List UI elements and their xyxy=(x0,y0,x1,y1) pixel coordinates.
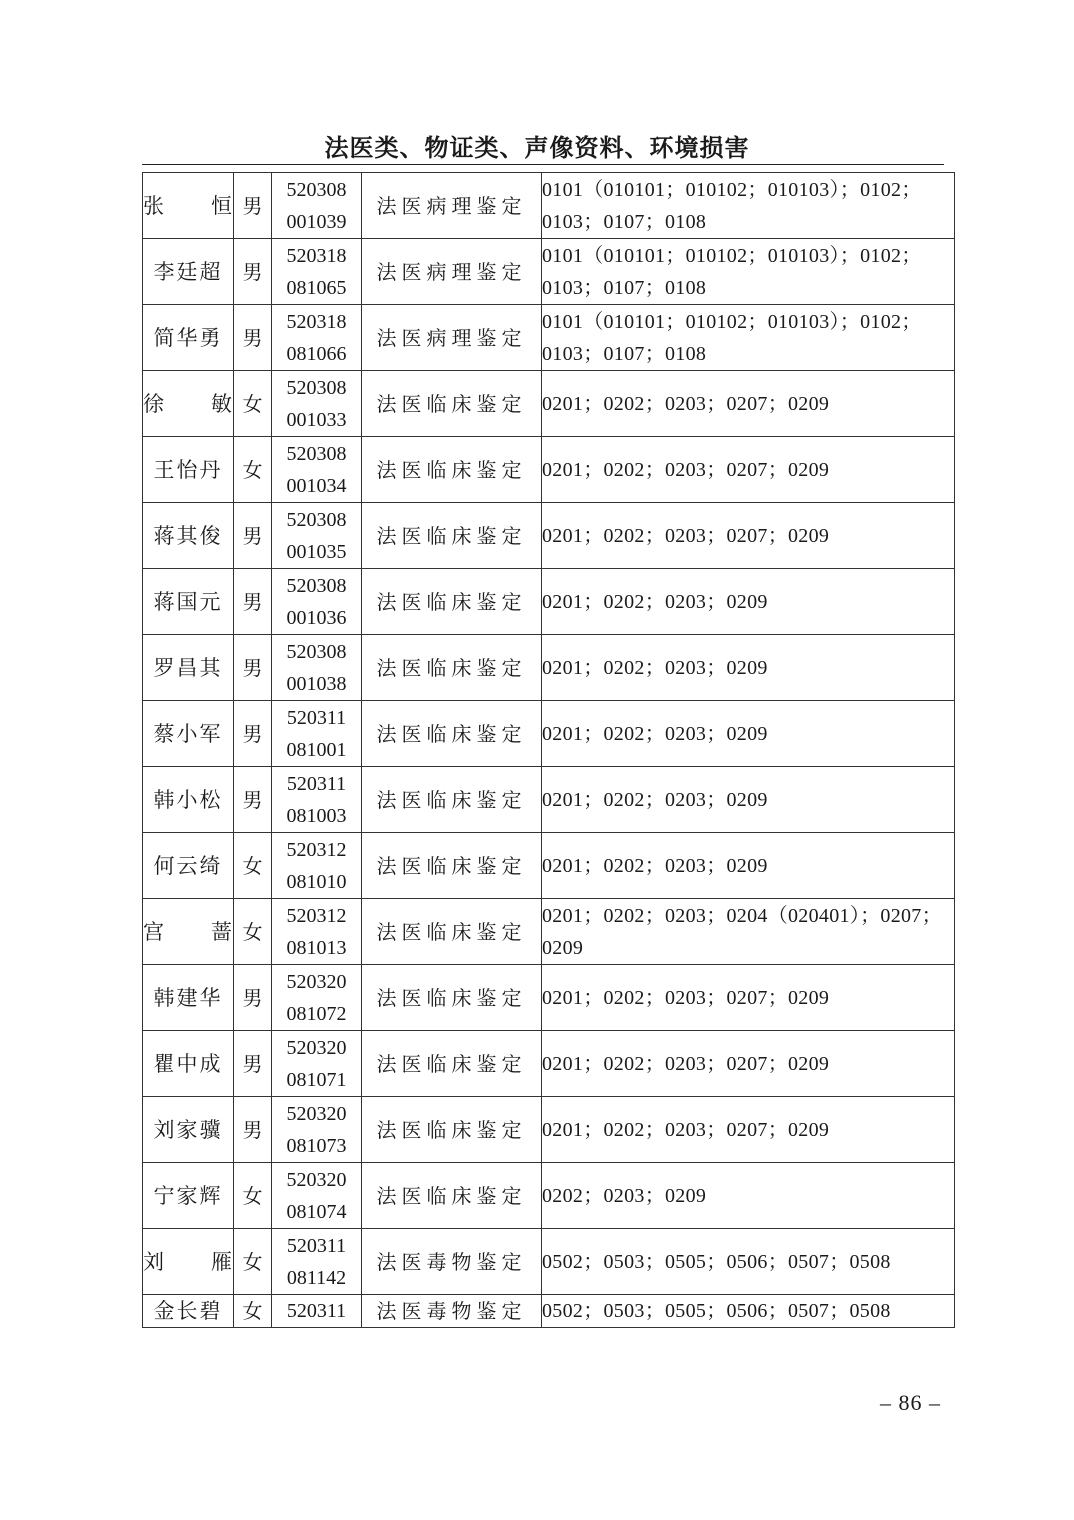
appraiser-name-char: 张 xyxy=(143,193,165,218)
practice-scope-cell: 0101（010101；010102；010103）；0102；0103；0107；0108 xyxy=(542,173,955,239)
appraiser-name-char: 蔷 xyxy=(211,919,233,944)
name-cell xyxy=(143,965,234,1031)
certificate-number-cell xyxy=(272,701,362,767)
gender-cell: 男 xyxy=(234,239,272,305)
certificate-number-line: 520308 xyxy=(286,640,347,663)
title-rule xyxy=(142,164,944,165)
appraisal-type-cell: 法医临床鉴定 xyxy=(362,965,542,1031)
certificate-number-line: 001033 xyxy=(286,408,347,431)
certificate-number-cell xyxy=(272,239,362,305)
table-row xyxy=(143,1097,955,1163)
practice-scope-cell: 0201；0202；0203；0207；0209 xyxy=(542,1031,955,1097)
appraisal-type-cell: 法医毒物鉴定 xyxy=(362,1229,542,1295)
appraiser-name: 王怡丹 xyxy=(153,457,223,482)
gender-cell: 女 xyxy=(234,1163,272,1229)
certificate-number-cell xyxy=(272,305,362,371)
practice-scope-cell: 0201；0202；0203；0209 xyxy=(542,701,955,767)
gender-cell: 男 xyxy=(234,503,272,569)
certificate-number-line: 001034 xyxy=(286,474,347,497)
appraiser-name: 何云绮 xyxy=(153,853,223,878)
page-number: – 86 – xyxy=(880,1390,941,1415)
appraiser-name: 简华勇 xyxy=(153,325,223,350)
appraiser-name-char: 敏 xyxy=(211,391,233,416)
certificate-number-line: 520318 xyxy=(286,310,347,333)
name-cell xyxy=(143,833,234,899)
practice-scope-cell: 0201；0202；0203；0207；0209 xyxy=(542,503,955,569)
certificate-number-line: 081142 xyxy=(286,1266,347,1289)
table-row xyxy=(143,1163,955,1229)
appraisal-type-cell: 法医临床鉴定 xyxy=(362,701,542,767)
certificate-number-cell xyxy=(272,833,362,899)
certificate-number-cell xyxy=(272,1097,362,1163)
table-row xyxy=(143,305,955,371)
table-row xyxy=(143,1031,955,1097)
certificate-number-line: 520312 xyxy=(286,838,347,861)
appraiser-name: 蔡小军 xyxy=(153,721,223,746)
appraisal-type-cell: 法医临床鉴定 xyxy=(362,1031,542,1097)
certificate-number-line: 520308 xyxy=(286,442,347,465)
name-cell xyxy=(143,1031,234,1097)
name-cell xyxy=(143,437,234,503)
appraiser-name: 韩小松 xyxy=(153,787,223,812)
table-row xyxy=(143,437,955,503)
practice-scope-cell: 0201；0202；0203；0207；0209 xyxy=(542,965,955,1031)
appraiser-name xyxy=(143,1246,233,1278)
certificate-number-line: 001038 xyxy=(286,672,347,695)
name-cell xyxy=(143,305,234,371)
certificate-number-line: 081065 xyxy=(286,276,347,299)
appraisal-type-cell: 法医临床鉴定 xyxy=(362,1163,542,1229)
gender-cell: 女 xyxy=(234,371,272,437)
appraiser-name-char: 刘 xyxy=(143,1249,165,1274)
practice-scope-cell: 0201；0202；0203；0207；0209 xyxy=(542,371,955,437)
appraiser-table xyxy=(142,172,955,1328)
table-row xyxy=(143,239,955,305)
certificate-number-line: 001035 xyxy=(286,540,347,563)
certificate-number-line: 081013 xyxy=(286,936,347,959)
practice-scope-cell: 0101（010101；010102；010103）；0102；0103；0107；0108 xyxy=(542,305,955,371)
appraisal-type-cell: 法医病理鉴定 xyxy=(362,305,542,371)
appraisal-type-cell: 法医临床鉴定 xyxy=(362,899,542,965)
appraisal-type-cell: 法医临床鉴定 xyxy=(362,833,542,899)
table-row xyxy=(143,371,955,437)
practice-scope-cell: 0101（010101；010102；010103）；0102；0103；0107；0108 xyxy=(542,239,955,305)
practice-scope-cell: 0201；0202；0203；0209 xyxy=(542,569,955,635)
appraiser-name: 宁家辉 xyxy=(153,1183,223,1208)
practice-scope-cell: 0201；0202；0203；0209 xyxy=(542,767,955,833)
practice-scope-cell: 0201；0202；0203；0207；0209 xyxy=(542,437,955,503)
gender-cell: 女 xyxy=(234,833,272,899)
appraisal-type-cell: 法医临床鉴定 xyxy=(362,767,542,833)
appraisal-type-cell: 法医临床鉴定 xyxy=(362,437,542,503)
gender-cell: 男 xyxy=(234,305,272,371)
certificate-number-line: 081001 xyxy=(286,738,347,761)
certificate-number-cell xyxy=(272,1229,362,1295)
practice-scope-cell: 0201；0202；0203；0209 xyxy=(542,833,955,899)
appraiser-name: 李廷超 xyxy=(153,259,223,284)
appraiser-name: 罗昌其 xyxy=(153,655,223,680)
certificate-number-line: 520311 xyxy=(286,1300,347,1322)
appraiser-name: 金长碧 xyxy=(153,1299,223,1323)
certificate-number-cell xyxy=(272,1031,362,1097)
certificate-number-line: 520320 xyxy=(286,1102,347,1125)
certificate-number-cell xyxy=(272,569,362,635)
gender-cell: 女 xyxy=(234,1229,272,1295)
certificate-number-line: 081010 xyxy=(286,870,347,893)
gender-cell: 男 xyxy=(234,1097,272,1163)
gender-cell: 男 xyxy=(234,569,272,635)
appraiser-name: 韩建华 xyxy=(153,985,223,1010)
name-cell xyxy=(143,899,234,965)
practice-scope-cell: 0201；0202；0203；0207；0209 xyxy=(542,1097,955,1163)
appraisal-type-cell: 法医临床鉴定 xyxy=(362,371,542,437)
name-cell xyxy=(143,239,234,305)
name-cell xyxy=(143,1097,234,1163)
certificate-number-line: 520320 xyxy=(286,1036,347,1059)
name-cell xyxy=(143,503,234,569)
certificate-number-line: 081066 xyxy=(286,342,347,365)
certificate-number-line: 081073 xyxy=(286,1134,347,1157)
certificate-number-line: 081003 xyxy=(286,804,347,827)
table-row xyxy=(143,899,955,965)
gender-cell: 男 xyxy=(234,1031,272,1097)
appraiser-name xyxy=(143,190,233,222)
table-row xyxy=(143,965,955,1031)
certificate-number-line: 520308 xyxy=(286,508,347,531)
name-cell xyxy=(143,371,234,437)
gender-cell: 女 xyxy=(234,899,272,965)
name-cell xyxy=(143,701,234,767)
certificate-number-line: 081074 xyxy=(286,1200,347,1223)
appraiser-name: 刘家骥 xyxy=(153,1117,223,1142)
appraiser-name xyxy=(143,916,233,948)
table-row xyxy=(143,1229,955,1295)
certificate-number-line: 520308 xyxy=(286,376,347,399)
table-row xyxy=(143,569,955,635)
practice-scope-cell: 0201；0202；0203；0209 xyxy=(542,635,955,701)
name-cell xyxy=(143,173,234,239)
appraisal-type-cell: 法医病理鉴定 xyxy=(362,239,542,305)
certificate-number-line: 520311 xyxy=(286,1234,347,1257)
certificate-number-cell xyxy=(272,1295,362,1328)
appraisal-type-cell: 法医毒物鉴定 xyxy=(362,1295,542,1328)
table-row xyxy=(143,1295,955,1328)
certificate-number-line: 520308 xyxy=(286,178,347,201)
certificate-number-line: 520312 xyxy=(286,904,347,927)
gender-cell: 男 xyxy=(234,965,272,1031)
appraiser-name: 蒋其俊 xyxy=(153,523,223,548)
appraisal-type-cell: 法医临床鉴定 xyxy=(362,1097,542,1163)
certificate-number-line: 520318 xyxy=(286,244,347,267)
certificate-number-line: 001036 xyxy=(286,606,347,629)
gender-cell: 男 xyxy=(234,701,272,767)
certificate-number-cell xyxy=(272,767,362,833)
name-cell xyxy=(143,569,234,635)
practice-scope-cell: 0202；0203；0209 xyxy=(542,1163,955,1229)
table-row xyxy=(143,701,955,767)
name-cell xyxy=(143,1163,234,1229)
certificate-number-cell xyxy=(272,635,362,701)
certificate-number-line: 001039 xyxy=(286,210,347,233)
certificate-number-line: 520311 xyxy=(286,706,347,729)
certificate-number-line: 520311 xyxy=(286,772,347,795)
appraiser-name-char: 宫 xyxy=(143,919,165,944)
certificate-number-line: 520320 xyxy=(286,970,347,993)
certificate-number-line: 520320 xyxy=(286,1168,347,1191)
certificate-number-cell xyxy=(272,503,362,569)
name-cell xyxy=(143,1229,234,1295)
practice-scope-cell: 0502；0503；0505；0506；0507；0508 xyxy=(542,1229,955,1295)
practice-scope-cell: 0502；0503；0505；0506；0507；0508 xyxy=(542,1295,955,1328)
certificate-number-cell xyxy=(272,965,362,1031)
name-cell xyxy=(143,635,234,701)
gender-cell: 女 xyxy=(234,437,272,503)
table-row xyxy=(143,503,955,569)
practice-scope-cell: 0201；0202；0203；0204（020401）；0207；0209 xyxy=(542,899,955,965)
appraisal-type-cell: 法医临床鉴定 xyxy=(362,635,542,701)
certificate-number-cell xyxy=(272,899,362,965)
appraiser-name xyxy=(143,388,233,420)
name-cell xyxy=(143,767,234,833)
appraiser-table-body xyxy=(143,173,955,1328)
appraiser-name: 蒋国元 xyxy=(153,589,223,614)
table-row xyxy=(143,635,955,701)
certificate-number-cell xyxy=(272,1163,362,1229)
appraiser-name-char: 雁 xyxy=(211,1249,233,1274)
gender-cell: 女 xyxy=(234,1295,272,1328)
table-row xyxy=(143,833,955,899)
gender-cell: 男 xyxy=(234,173,272,239)
certificate-number-line: 081071 xyxy=(286,1068,347,1091)
name-cell xyxy=(143,1295,234,1328)
certificate-number-line: 081072 xyxy=(286,1002,347,1025)
gender-cell: 男 xyxy=(234,635,272,701)
certificate-number-cell xyxy=(272,173,362,239)
appraiser-name-char: 恒 xyxy=(211,193,233,218)
appraisal-type-cell: 法医临床鉴定 xyxy=(362,503,542,569)
appraisal-type-cell: 法医临床鉴定 xyxy=(362,569,542,635)
gender-cell: 男 xyxy=(234,767,272,833)
certificate-number-line: 520308 xyxy=(286,574,347,597)
appraisal-type-cell: 法医病理鉴定 xyxy=(362,173,542,239)
certificate-number-cell xyxy=(272,371,362,437)
table-row xyxy=(143,173,955,239)
appraiser-name: 瞿中成 xyxy=(153,1051,223,1076)
certificate-number-cell xyxy=(272,437,362,503)
appraiser-name-char: 徐 xyxy=(143,391,165,416)
table-row xyxy=(143,767,955,833)
page-title: 法医类、物证类、声像资料、环境损害 xyxy=(324,133,750,162)
